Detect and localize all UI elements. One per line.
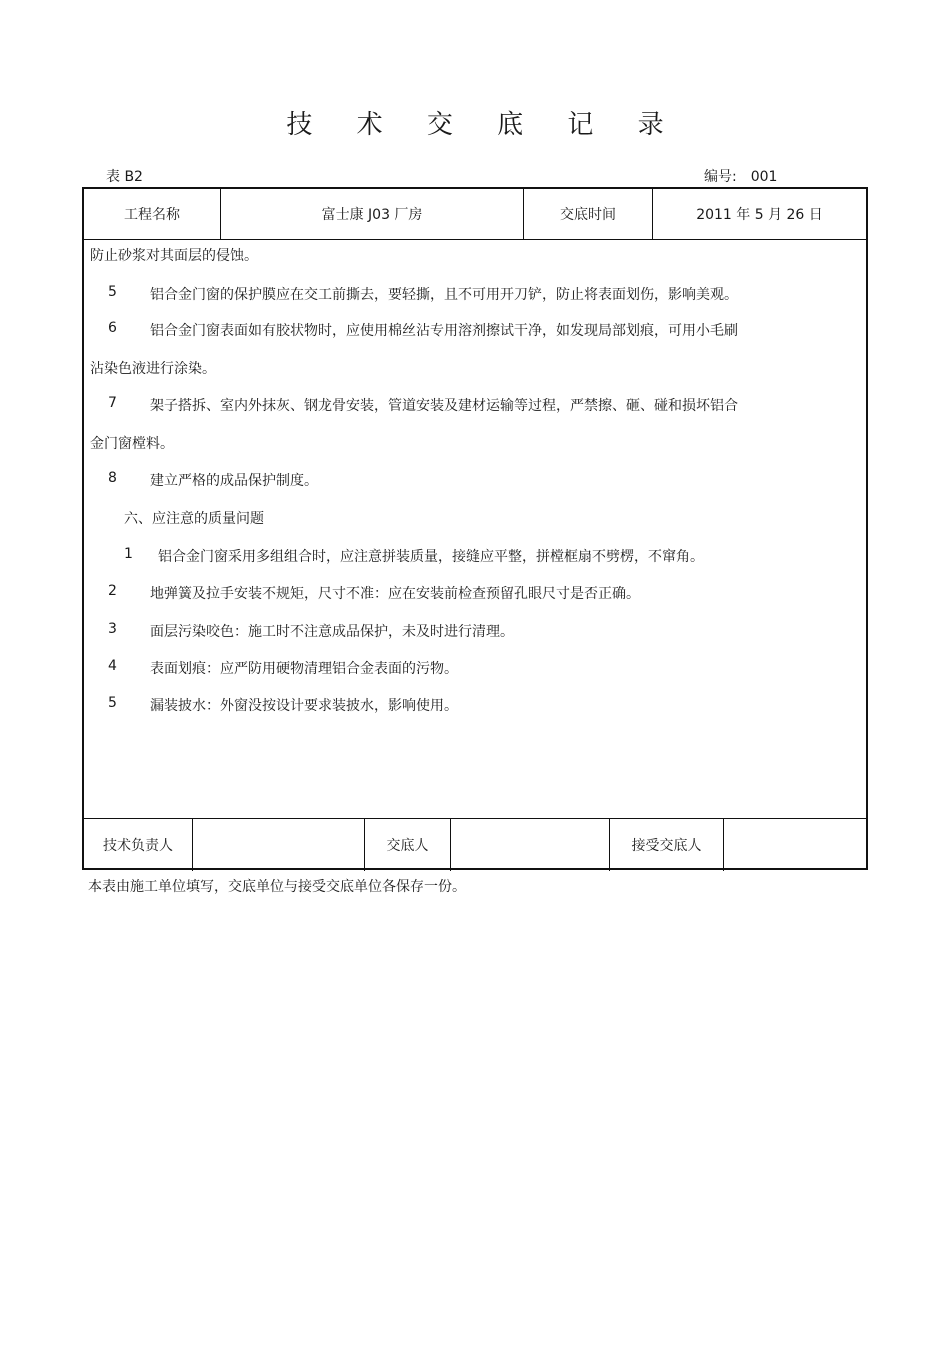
tech-lead-value bbox=[193, 819, 364, 871]
content-line: 铝合金门窗采用多组组合时，应注意拼装质量，接缝应平整，拼樘框扇不劈楞，不窜角。 bbox=[158, 549, 704, 565]
receiver-label: 接受交底人 bbox=[631, 838, 702, 854]
serial-value: 001 bbox=[750, 169, 778, 185]
item-number: 6 bbox=[108, 320, 117, 336]
document-title: 技 术 交 底 记 录 bbox=[286, 110, 682, 140]
project-name-value: 富士康 J03 厂房 bbox=[321, 207, 423, 223]
item-number: 4 bbox=[108, 658, 117, 674]
project-name-label: 工程名称 bbox=[124, 207, 180, 223]
section-heading: 六、应注意的质量问题 bbox=[124, 511, 264, 527]
item-number: 2 bbox=[108, 583, 117, 599]
date-label: 交底时间 bbox=[560, 207, 616, 223]
content-line: 金门窗樘料。 bbox=[90, 436, 174, 452]
footnote: 本表由施工单位填写，交底单位与接受交底单位各保存一份。 bbox=[88, 879, 466, 895]
content-line: 表面划痕：应严防用硬物清理铝合金表面的污物。 bbox=[150, 661, 458, 677]
date-value: 2011 年 5 月 26 日 bbox=[696, 207, 823, 223]
tech-lead-label: 技术负责人 bbox=[103, 838, 173, 854]
item-number: 8 bbox=[108, 470, 117, 486]
record-table bbox=[82, 187, 868, 870]
content-line: 面层污染咬色：施工时不注意成品保护，未及时进行清理。 bbox=[150, 624, 514, 640]
serial-label: 编号: bbox=[704, 169, 737, 185]
presenter-label: 交底人 bbox=[386, 838, 429, 854]
serial-number bbox=[704, 166, 777, 186]
content-area bbox=[84, 239, 866, 819]
content-line: 铝合金门窗表面如有胶状物时，应使用棉丝沾专用溶剂擦试干净，如发现局部划痕，可用小毛刷 bbox=[150, 323, 738, 339]
content-line: 沾染色液进行涂染。 bbox=[90, 361, 216, 377]
signature-row bbox=[84, 818, 866, 871]
presenter-value bbox=[451, 819, 609, 871]
content-line: 漏装披水：外窗没按设计要求装披水，影响使用。 bbox=[150, 698, 458, 714]
receiver-value bbox=[724, 819, 866, 871]
item-number: 5 bbox=[108, 284, 117, 300]
item-number: 3 bbox=[108, 621, 117, 637]
item-number: 1 bbox=[124, 546, 133, 562]
header-row bbox=[84, 189, 866, 240]
content-line: 地弹簧及拉手安装不规矩，尺寸不准：应在安装前检查预留孔眼尺寸是否正确。 bbox=[150, 586, 640, 602]
content-line: 铝合金门窗的保护膜应在交工前撕去，要轻撕，且不可用开刀铲，防止将表面划伤，影响美观。 bbox=[150, 287, 738, 303]
content-line: 建立严格的成品保护制度。 bbox=[150, 473, 318, 489]
content-line: 防止砂浆对其面层的侵蚀。 bbox=[90, 248, 258, 264]
content-line: 架子搭拆、室内外抹灰、钢龙骨安装，管道安装及建材运输等过程，严禁擦、砸、碰和损坏铝合 bbox=[150, 398, 738, 414]
form-code: 表 B2 bbox=[106, 169, 143, 185]
item-number: 7 bbox=[108, 395, 117, 411]
item-number: 5 bbox=[108, 695, 117, 711]
